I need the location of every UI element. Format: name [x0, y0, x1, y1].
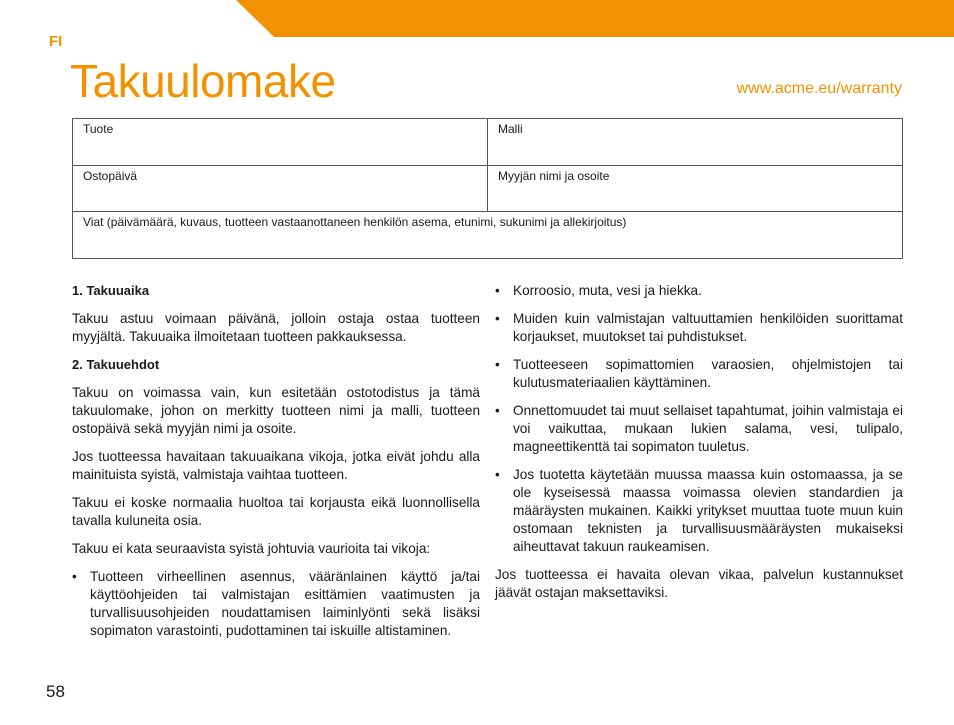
field-model[interactable]: Malli	[488, 119, 902, 166]
field-product[interactable]: Tuote	[73, 119, 488, 166]
list-item-text: Tuotteen virheellinen asennus, vääränlainen käyttö ja/tai käyttöohjeiden tai valmistajan esittämien vaatimusten ja turvallisuusohjeiden noudattamisen laiminlyönti sekä lisäksi sopimaton varastointi, pudottaminen tai iskuille altistaminen.	[90, 569, 480, 638]
list-item	[495, 310, 903, 346]
field-defects[interactable]: Viat (päivämäärä, kuvaus, tuotteen vastaanottaneen henkilön asema, etunimi, sukunimi ja allekirjoitus)	[83, 215, 627, 229]
warranty-form	[72, 118, 903, 259]
list-item	[495, 466, 903, 556]
page-title: Takuulomake	[70, 55, 336, 107]
section2-paragraph-1: Takuu on voimassa vain, kun esitetään ostotodistus ja tämä takuulomake, johon on merkitty tuotteen nimi ja malli, tuotteen ostopäivä sekä myyjän nimi ja osoite.	[72, 385, 480, 436]
field-seller[interactable]: Myyjän nimi ja osoite	[488, 166, 902, 212]
field-purchase-date[interactable]: Ostopäivä	[73, 166, 488, 212]
section1-heading: 1. Takuuaika	[72, 283, 150, 298]
list-item-text: Onnettomuudet tai muut sellaiset tapahtumat, joihin valmistaja ei voi vaikuttaa, mukaan lukien salama, vesi, tulipalo, magneettikenttä tai sopimaton tuuletus.	[513, 403, 903, 454]
section2-paragraph-4: Takuu ei kata seuraavista syistä johtuvia vaurioita tai vikoja:	[72, 541, 431, 556]
bullet-icon: •	[495, 403, 500, 418]
list-item-text: Jos tuotetta käytetään muussa maassa kuin ostomaassa, ja se ole kyseisessä maassa voimassa olevien standardien ja määräysten mukainen. Kaikki yritykset muuttaa tuote muun kuin ostomaan teknisten ja turvallisuusmääräysten mukaiseksi aiheuttavat takuun raukeamisen.	[513, 467, 903, 554]
page-number: 58	[46, 682, 65, 701]
list-item	[72, 568, 480, 640]
list-item-text: Muiden kuin valmistajan valtuuttamien henkilöiden suorittamat korjaukset, muutokset tai puhdistukset.	[513, 311, 903, 344]
bullet-icon: •	[72, 569, 77, 584]
list-item	[495, 356, 903, 392]
section2-paragraph-2: Jos tuotteessa havaitaan takuuaikana vikoja, jotka eivät johdu alla mainituista syistä, valmistaja vaihtaa tuotteen.	[72, 449, 480, 482]
bullet-icon: •	[495, 283, 500, 298]
bullet-icon: •	[495, 467, 500, 482]
section1-paragraph: Takuu astuu voimaan päivänä, jolloin ostaja ostaa tuotteen myyjältä. Takuuaika ilmoitetaan tuotteen pakkauksessa.	[72, 311, 480, 344]
exclusions-list-left	[72, 568, 480, 640]
warranty-url: www.acme.eu/warranty	[736, 80, 902, 97]
list-item-text: Tuotteeseen sopimattomien varaosien, ohjelmistojen tai kulutusmateriaalien käyttäminen.	[513, 357, 903, 390]
header-accent-tab	[236, 0, 954, 37]
section2-heading: 2. Takuuehdot	[72, 357, 160, 372]
list-item	[495, 282, 903, 300]
left-column	[72, 282, 480, 650]
section2-paragraph-3: Takuu ei koske normaalia huoltoa tai korjausta eikä luonnollisella tavalla kuluneita osia.	[72, 495, 480, 528]
closing-paragraph: Jos tuotteessa ei havaita olevan vikaa, palvelun kustannukset jäävät ostajan maksettaviksi.	[495, 567, 903, 600]
language-code: FI	[49, 33, 63, 50]
bullet-icon: •	[495, 311, 500, 326]
list-item	[495, 402, 903, 456]
bullet-icon: •	[495, 357, 500, 372]
list-item-text: Korroosio, muta, vesi ja hiekka.	[513, 283, 702, 298]
exclusions-list-right	[495, 282, 903, 556]
right-column	[495, 282, 903, 612]
